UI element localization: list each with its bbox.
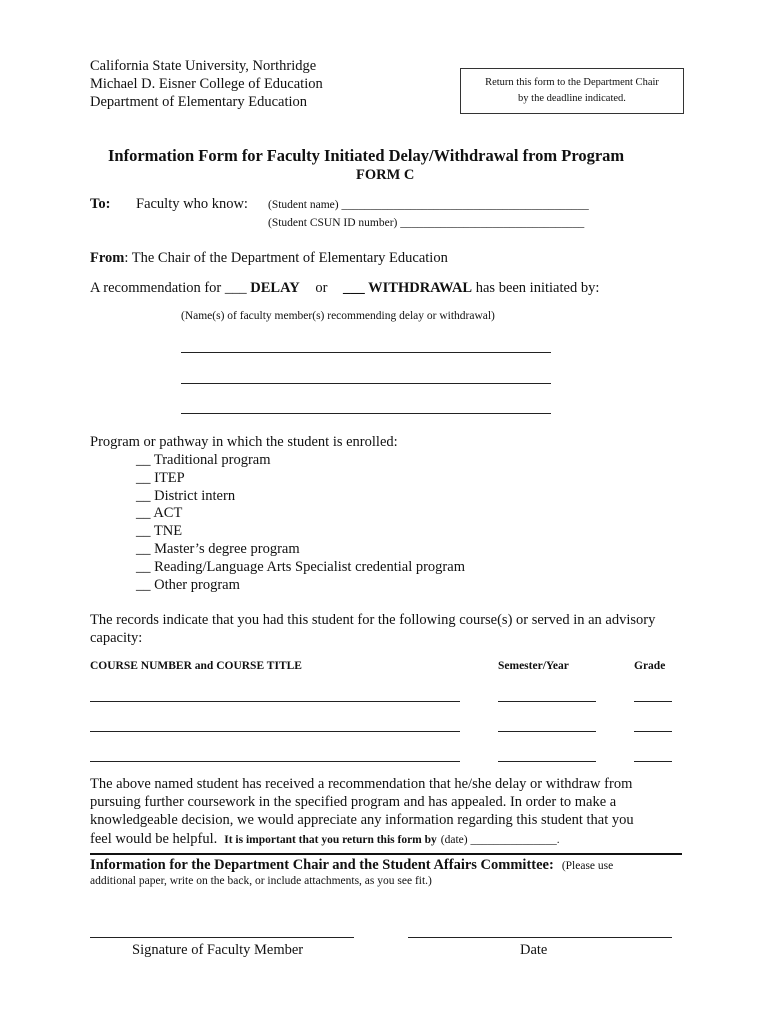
return-notice-line2: by the deadline indicated. xyxy=(518,93,626,104)
recommendation-suffix: has been initiated by: xyxy=(475,280,600,296)
date-label: Date xyxy=(520,942,548,958)
semester-line-1[interactable] xyxy=(498,701,596,702)
appeal-line-2: pursuing further coursework in the specified program and has appealed. In order to make a xyxy=(90,794,617,810)
from-row xyxy=(90,250,448,267)
program-option-other[interactable]: __ Other program xyxy=(136,576,240,593)
grade-line-2[interactable] xyxy=(634,731,672,732)
appeal-line-3: knowledgeable decision, we would appreciate any information regarding this student that you xyxy=(90,812,634,828)
records-line-2: capacity: xyxy=(90,630,143,646)
course-line-2[interactable] xyxy=(90,731,460,732)
date-signature-line[interactable] xyxy=(408,937,672,938)
chair-info-heading: Information for the Department Chair and the Student Affairs Committee: xyxy=(90,857,554,873)
section-divider xyxy=(90,853,682,855)
header-university: California State University, Northridge xyxy=(90,58,317,74)
grade-column-header: Grade xyxy=(634,660,666,672)
course-column-header: COURSE NUMBER and COURSE TITLE xyxy=(90,660,302,672)
student-id-field[interactable]: (Student CSUN ID number) ________________________________ xyxy=(268,217,585,229)
program-question: Program or pathway in which the student is enrolled: xyxy=(90,434,398,450)
form-subtitle: FORM C xyxy=(356,167,415,183)
faculty-name-line-2[interactable] xyxy=(181,383,551,384)
faculty-name-line-1[interactable] xyxy=(181,352,551,353)
form-title: Information Form for Faculty Initiated Delay/Withdrawal from Program xyxy=(108,146,625,165)
return-date-field[interactable]: (date) _______________. xyxy=(440,834,560,846)
chair-info-note-1: (Please use xyxy=(561,860,614,872)
header-college: Michael D. Eisner College of Education xyxy=(90,76,323,92)
or-text: or xyxy=(315,280,328,296)
return-notice-box xyxy=(460,68,684,114)
program-option-masters[interactable]: __ Master’s degree program xyxy=(136,540,300,557)
recommendation-prefix: A recommendation for ___ xyxy=(90,280,247,296)
to-label: To: xyxy=(90,196,111,212)
from-label: From xyxy=(90,250,125,266)
program-option-act[interactable]: __ ACT xyxy=(136,505,183,522)
records-line-1: The records indicate that you had this student for the following course(s) or served in an advisory xyxy=(90,612,656,628)
appeal-line-1: The above named student has received a recommendation that he/she delay or withdraw from xyxy=(90,776,633,792)
recommendation-row xyxy=(90,280,599,297)
program-option-reading-specialist[interactable]: __ Reading/Language Arts Specialist credential program xyxy=(136,558,465,575)
from-text: : The Chair of the Department of Elementary Education xyxy=(124,250,448,266)
program-option-itep[interactable]: __ ITEP xyxy=(136,469,185,486)
header-department: Department of Elementary Education xyxy=(90,94,308,110)
to-text: Faculty who know: xyxy=(136,196,248,212)
program-option-traditional[interactable]: __ Traditional program xyxy=(136,452,271,468)
faculty-signature-line[interactable] xyxy=(90,937,354,938)
grade-line-3[interactable] xyxy=(634,761,672,762)
faculty-names-note: (Name(s) of faculty member(s) recommending delay or withdrawal) xyxy=(181,310,495,322)
grade-line-1[interactable] xyxy=(634,701,672,702)
chair-info-note-2: additional paper, write on the back, or include attachments, as you see fit.) xyxy=(90,875,432,887)
semester-line-2[interactable] xyxy=(498,731,596,732)
faculty-signature-label: Signature of Faculty Member xyxy=(132,942,304,958)
semester-line-3[interactable] xyxy=(498,761,596,762)
course-line-3[interactable] xyxy=(90,761,460,762)
delay-option[interactable]: DELAY xyxy=(250,280,300,296)
program-options xyxy=(136,452,465,594)
withdrawal-option[interactable]: ___ WITHDRAWAL xyxy=(343,280,473,296)
faculty-name-line-3[interactable] xyxy=(181,413,551,414)
course-line-1[interactable] xyxy=(90,701,460,702)
student-name-field[interactable]: (Student name) ___________________________________________ xyxy=(268,199,589,211)
appeal-line-4 xyxy=(90,830,560,848)
return-notice-line1: Return this form to the Department Chair xyxy=(485,77,659,88)
appeal-line-4-start: feel would be helpful. xyxy=(90,831,218,847)
chair-info-row xyxy=(90,856,613,874)
program-option-tne[interactable]: __ TNE xyxy=(136,523,183,540)
return-by-instruction: It is important that you return this form by xyxy=(224,834,437,846)
semester-column-header: Semester/Year xyxy=(498,660,569,672)
program-option-district-intern[interactable]: __ District intern xyxy=(136,487,236,504)
